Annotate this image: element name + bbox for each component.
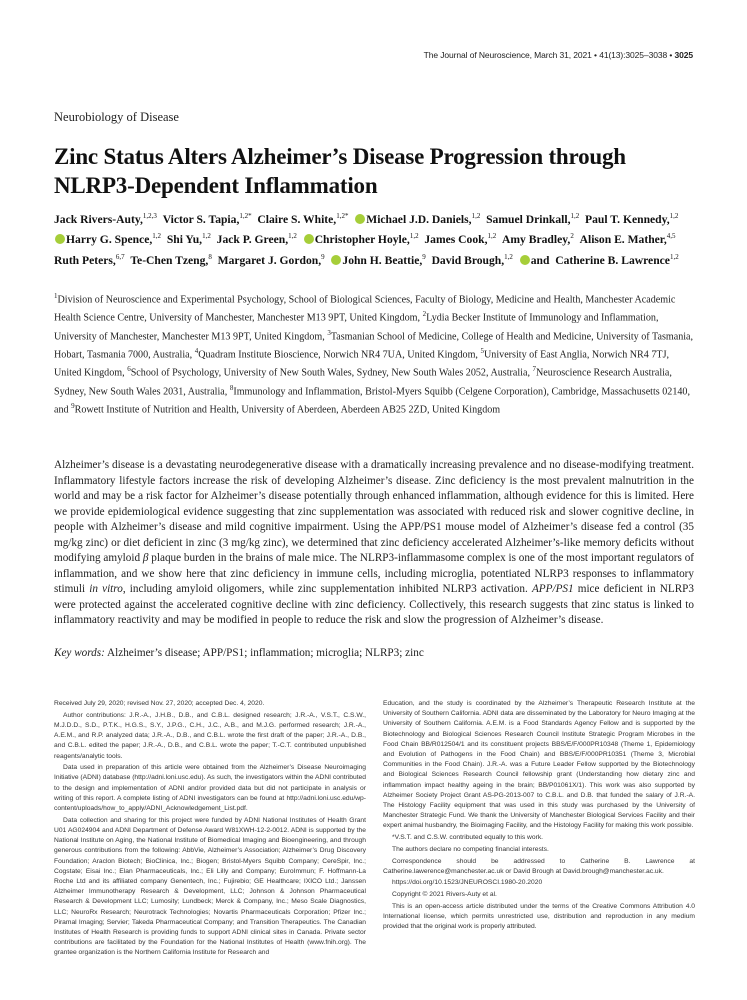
affiliation-number: 9 [71, 402, 75, 411]
footnote-paragraph: *V.S.T. and C.S.W. contributed equally to this work. [392, 834, 544, 842]
author-affiliation-marker: 1,2 [152, 232, 162, 241]
affiliation-text: Lydia Becker Institute of Immunology and Inflammation, University of Manchester, Manchester M13 9PT, United Kingdom, [54, 312, 659, 343]
author-affiliation-marker: 1,2* [336, 212, 349, 220]
affiliation-number: 1 [54, 292, 58, 300]
page-number: 3025 [674, 50, 693, 60]
author-name: Alison E. Mather, [579, 233, 667, 247]
author-affiliation-marker: 1,2 [669, 212, 679, 220]
footnote-paragraph: Received July 29, 2020; revised Nov. 27, 2020; accepted Dec. 4, 2020. [54, 700, 265, 707]
footnote-paragraph: The authors declare no competing financial interests. [392, 845, 549, 853]
author-name: Ruth Peters, [54, 253, 116, 267]
abstract-part-2: plaque burden in the brains of male mice. The NLRP3-inflammasome complex is one of the most important regulators of inflammation, and we show here that zinc deficiency in immune cells, including microglia, potentiated NLRP3 responses to inflammatory stimuli [54, 552, 695, 595]
orcid-icon[interactable] [304, 234, 314, 244]
author-name: Jack Rivers-Auty, [54, 212, 143, 226]
abstract-in-vitro: in vitro [89, 583, 123, 595]
affiliation-text: Neuroscience Research Australia, Sydney, New South Wales 2031, Australia, [54, 367, 672, 398]
author-affiliation-marker: 1,2 [471, 212, 481, 220]
author-affiliation-marker: 2 [570, 232, 574, 241]
author-affiliation-marker: 4,5 [666, 232, 676, 241]
author-name: Amy Bradley, [502, 233, 571, 247]
footnote-paragraph: Data used in preparation of this article were obtained from the Alzheimer’s Disease Neuroimaging Initiative (ADNI) database (http://adni.loni.usc.edu). As such, the investigators within the ADNI contributed to the design and implementation of ADNI and/or provided data but did not participate in analysis or writing of this report. A complete listing of ADNI investigators can be found at http://adni.loni.usc.edu/wp-content/uploads/how_to_apply/ADNI_Acknowledgement_List.pdf. [54, 764, 366, 813]
abstract-beta: β [142, 552, 149, 564]
author-name: Christopher Hoyle, [314, 233, 410, 247]
orcid-icon[interactable] [355, 214, 365, 224]
affiliation-text: Division of Neuroscience and Experimental Psychology, School of Biological Sciences, Faculty of Biology, Medicine and Health, Manchester Academic Health Science Centre, University of Manchester, Manchester M13 9PT, United Kingdom, [54, 294, 676, 324]
journal-citation: The Journal of Neuroscience, March 31, 2021 • 41(13):3025–3038 • [423, 50, 673, 60]
author-list [54, 208, 694, 269]
affiliations [54, 289, 694, 418]
author-affiliation-marker: 1,2 [409, 232, 419, 241]
author-name: Catherine B. Lawrence [555, 253, 670, 267]
affiliation-number: 6 [127, 365, 131, 374]
affiliation-number: 5 [480, 347, 484, 356]
footnote-paragraph: Correspondence should be addressed to Catherine B. Lawrence at Catherine.lawerence@manchester.ac.uk or David Brough at David.brough@manchester.ac.uk. [383, 857, 695, 875]
footnote-paragraph: Data collection and sharing for this project were funded by ADNI National Institutes of Health Grant U01 AG024904 and ADNI Department of Defense Award W81XWH-12-2-0012. ADNI is supported by the National Institute on Aging, the National Institute of Biomedical Imaging and Bioengineering, and through generous contributions from the following: AbbVie, Alzheimer’s Association; Alzheimer’s Drug Discovery Foundation; Araclon Biotech; BioClinica, Inc.; Biogen; Bristol-Myers Squibb Company; CereSpir, Inc.; Cogstate; Eisai Inc.; Elan Pharmaceuticals, Inc.; Eli Lilly and Company; EuroImmun; F. Hoffmann-La Roche Ltd and its affiliated company Genentech, Inc.; Fujirebio; GE Healthcare; IXICO Ltd.; Janssen Alzheimer Immunotherapy Research & Development, LLC; Johnson & Johnson Pharmaceutical Research & Development LLC; Lumosity; Lundbeck; Merck & Company, Inc.; Meso Scale Diagnostics, LLC; NeuroRx Research; Neurotrack Technologies; Novartis Pharmaceuticals Corporation; Pfizer Inc.; Piramal Imaging; Servier; Takeda Pharmaceutical Company; and Transition Therapeutics. The Canadian Institutes of Health Research is providing funds to support ADNI clinical sites in Canada. Private sector contributions are facilitated by the Foundation for the National Institutes of Health (www.fnih.org). The grantee organization is the Northern California Institute for Research and [54, 816, 366, 957]
affiliation-number: 2 [422, 310, 427, 319]
footnote-paragraph: Copyright © 2021 Rivers-Auty et al. [392, 891, 497, 899]
author-name: Paul T. Kennedy, [585, 212, 670, 226]
orcid-icon[interactable] [331, 255, 341, 265]
author-affiliation-marker: 1,2 [202, 232, 211, 241]
keywords [54, 647, 694, 659]
orcid-icon[interactable] [55, 234, 65, 244]
footnote-paragraph: https://doi.org/10.1523/JNEUROSCI.1980-20.2020 [392, 879, 543, 887]
footnotes-right-column [383, 699, 695, 932]
footnote-paragraph: Author contributions: J.R.-A., J.H.B., D.B., and C.B.L. designed research; J.R.-A., V.S.T., C.S.W., M.J.D.D., S.D., P.T.K., H.G.S., S.Y., J.P.G., C.H., J.C., A.B., and M.J.G. performed research; J.R.-A., A.E.M., and R.P. analyzed data; J.R.-A., D.B., and C.B.L. wrote the first draft of the paper; J.R.-A., D.B., and C.B.L. edited the paper; J.R.-A., D.B., and C.B.L. wrote the paper; T.-C.T. contributed unpublished reagents/analytic tools. [54, 711, 366, 760]
author-affiliation-marker: 1,2 [669, 252, 679, 261]
affiliation-number: 3 [327, 328, 331, 337]
author-affiliation-marker: 1,2 [504, 252, 513, 261]
affiliation-number: 8 [229, 383, 234, 392]
footnote-paragraph: This is an open-access article distributed under the terms of the Creative Commons Attribution 4.0 International license, which permits unrestricted use, distribution and reproduction in any medium provided that the original work is properly attributed. [383, 902, 695, 931]
author-name: Victor S. Tapia, [162, 212, 240, 226]
article-title: Zinc Status Alters Alzheimer’s Disease Progression through NLRP3-Dependent Inflammation [54, 144, 626, 198]
author-name: John H. Beattie, [342, 253, 423, 267]
author-affiliation-marker: 9 [321, 252, 325, 261]
affiliation-text: Tasmanian School of Medicine, College of Health and Medicine, University of Tasmania, Hobart, Tasmania 7000, Australia, [54, 331, 694, 361]
affiliation-number: 4 [194, 347, 199, 356]
author-name: and [530, 253, 550, 267]
affiliation-text: University of East Anglia, Norwich NR4 7TJ, United Kingdom, [54, 349, 670, 379]
author-name: James Cook, [424, 233, 488, 247]
affiliation-text: School of Psychology, University of New South Wales, Sydney, New South Wales 2052, Australia, [130, 367, 530, 379]
orcid-icon[interactable] [520, 255, 530, 265]
author-name: Jack P. Green, [216, 233, 289, 247]
footnote-paragraph: Education, and the study is coordinated by the Alzheimer’s Therapeutic Research Institute at the University of Southern California. ADNI data are disseminated by the Laboratory for Neuro Imaging at the University of Southern California. A.E.M. is a Food Standards Agency Fellow and is supported by the Biotechnology and Biological Sciences Research Council Institute Strategic Program Microbes in the Food Chain BB/R012504/1 and its constituent projects BBS/E/F/000PR10348 (Theme 1, Epidemiology and Evolution of Pathogens in the Food Chain) and BBS/E/F/000PR10351 (Theme 3, Microbial Communities in the Food Chain). J.R.-A. was a Future Leader Fellow supported by the Biotechnology and Biological Sciences Research Council fellowship grant (Understanding how dietary zinc and inflammation impact healthy ageing in the brain; BB/P01061X/1). This work was also supported by Alzheimer Society Project Grant AS-PG-2013-007 to C.B.L. and D.B. that funded the salary of J.R.-A. The Histology Facility equipment that was used in this study was purchased by the University of Manchester Strategic Fund. We thank the University of Manchester Biological Services Facility and their expert animal husbandry, the Bioimaging Facility, and the Histology Facility for making this work possible. [383, 700, 695, 830]
abstract-app-ps1: APP/PS1 [531, 583, 574, 595]
abstract-part-3: , including amyloid oligomers, while zinc supplementation inhibited NLRP3 activation. [122, 583, 528, 595]
affiliation-number: 7 [532, 365, 537, 374]
abstract-part-1: Alzheimer’s disease is a devastating neurodegenerative disease with a dramatically increasing prevalence and no disease-modifying treatment. Inflammatory lifestyle factors increase the risk of developing Alzheimer’s disease. Zinc deficiency is the most prevalent malnutrition in the world and may be a risk factor for Alzheimer’s disease potentially through enhanced inflammation, although evidence for this is limited. Here we provide epidemiological evidence suggesting that zinc supplementation was associated with reduced risk and slower cognitive decline, in people with Alzheimer’s disease and mild cognitive impairment. Using the APP/PS1 mouse model of Alzheimer’s disease fed a control (35 mg/kg zinc) or diet deficient in zinc (3 mg/kg zinc), we determined that zinc deficiency accelerated Alzheimer’s-like memory deficits without modifying amyloid [54, 459, 694, 564]
author-affiliation-marker: 1,2* [239, 212, 252, 220]
footnotes-left-column [54, 699, 366, 959]
author-affiliation-marker: 1,2 [487, 232, 497, 241]
author-affiliation-marker: 6,7 [115, 252, 125, 261]
author-affiliation-marker: 1,2 [570, 212, 580, 220]
author-affiliation-marker: 8 [208, 252, 212, 261]
author-name: Claire S. White, [257, 212, 337, 226]
author-name: Samuel Drinkall, [486, 212, 571, 226]
affiliation-text: Immunology and Inflammation, Bristol-Myers Squibb (Celgene Corporation), Cambridge, Massachusetts 02140, and [54, 386, 691, 416]
author-affiliation-marker: 9 [422, 252, 426, 261]
author-name: Margaret J. Gordon, [217, 253, 322, 267]
affiliation-text: Quadram Institute Bioscience, Norwich NR4 7UA, United Kingdom, [198, 349, 478, 361]
abstract [54, 458, 694, 629]
author-name: David Brough, [431, 253, 505, 267]
keywords-text: Alzheimer’s disease; APP/PS1; inflammation; microglia; NLRP3; zinc [107, 647, 424, 659]
author-name: Shi Yu, [166, 233, 203, 247]
author-affiliation-marker: 1,2,3 [142, 212, 157, 220]
running-header [54, 50, 693, 60]
section-label: Neurobiology of Disease [54, 110, 179, 124]
affiliation-text: Rowett Institute of Nutrition and Health, University of Aberdeen, Aberdeen AB25 2ZD, United Kingdom [74, 404, 501, 416]
abstract-part-4: mice deficient in NLRP3 were protected against the accelerated cognitive decline with zinc deficiency. Collectively, this research suggests that zinc status is linked to inflammatory reactivity and may be modified in people to reduce the risk and slow the progression of Alzheimer’s disease. [54, 583, 694, 626]
keywords-label: Key words: [54, 647, 105, 659]
author-name: Harry G. Spence, [66, 233, 153, 247]
author-name: Michael J.D. Daniels, [366, 212, 472, 226]
author-name: Te-Chen Tzeng, [130, 253, 209, 267]
author-affiliation-marker: 1,2 [288, 232, 297, 241]
